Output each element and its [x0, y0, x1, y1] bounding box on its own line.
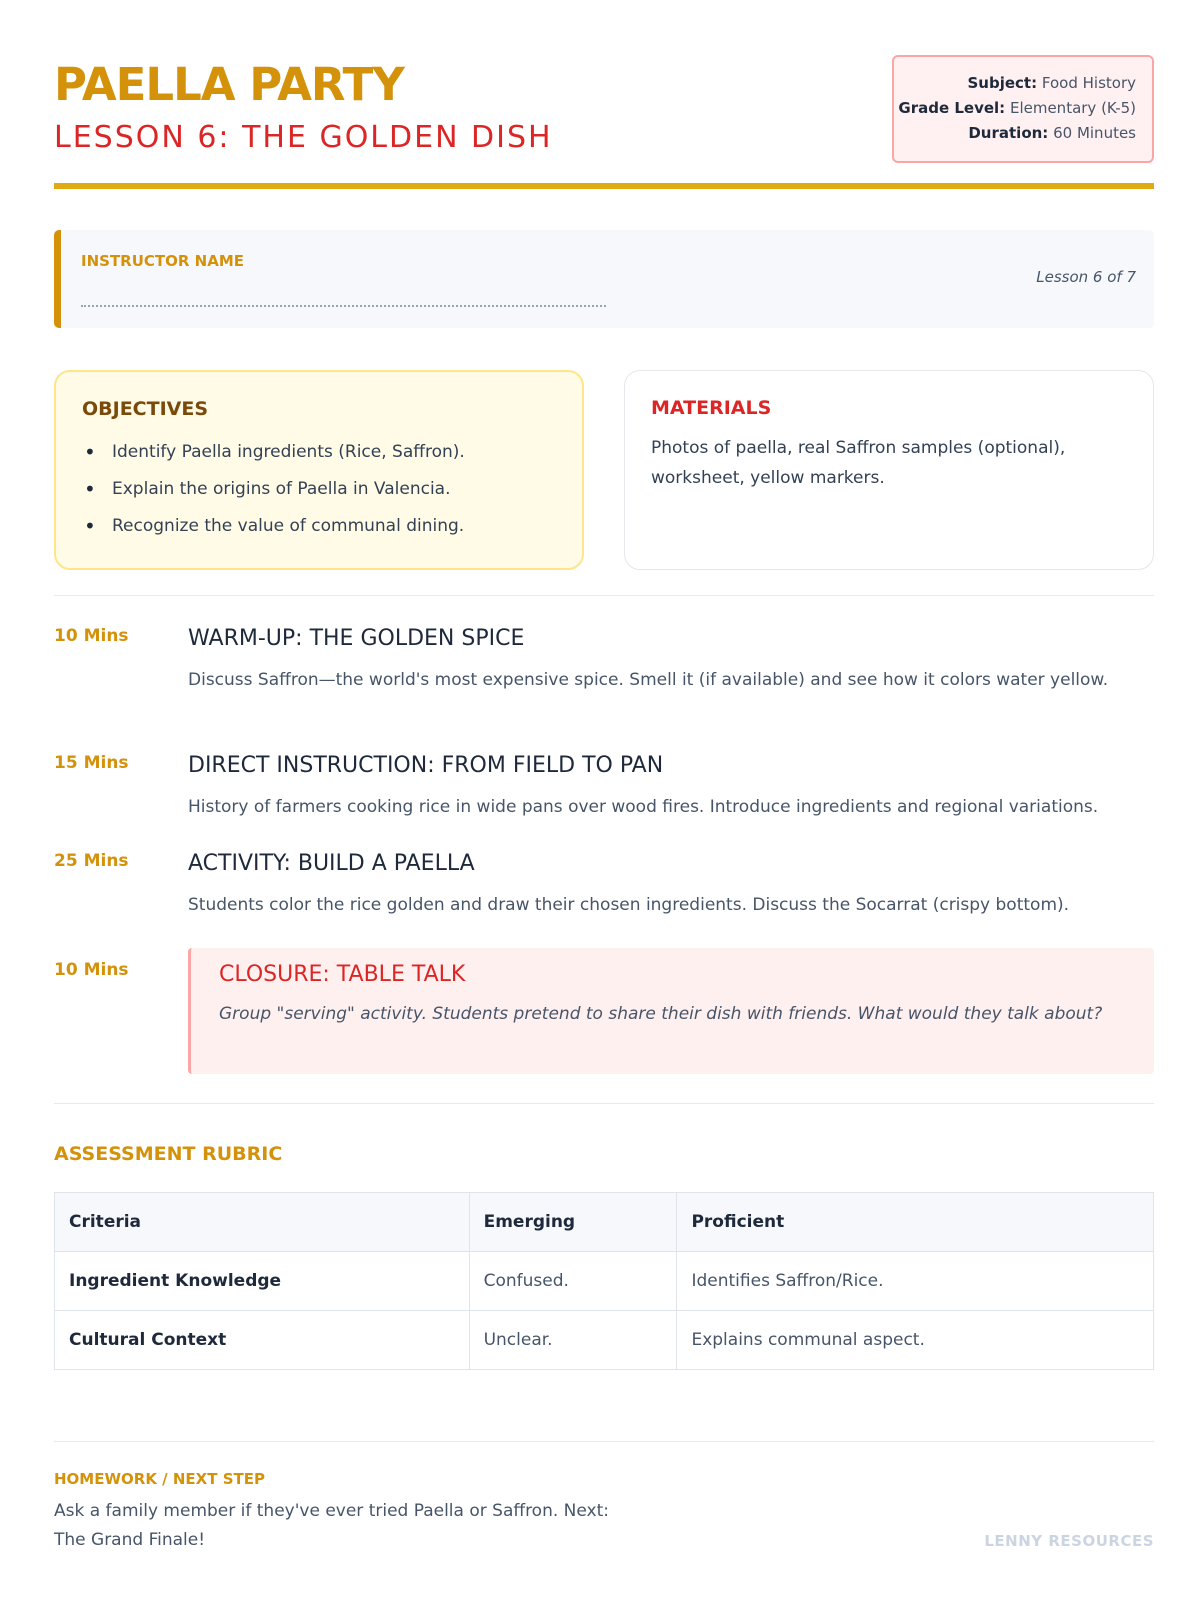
rubric-table	[54, 1192, 1154, 1370]
homework-text: Ask a family member if they've ever tried Paella or Saffron. Next: The Grand Finale!	[54, 1501, 609, 1550]
homework-label: HOMEWORK / NEXT STEP	[54, 1470, 265, 1488]
meta-subject-label: Subject:	[967, 74, 1038, 92]
step-description: Discuss Saffron—the world's most expensive spice. Smell it (if available) and see how it colors water yellow.	[188, 670, 1109, 690]
objectives-title: OBJECTIVES	[82, 398, 209, 420]
meta-subject-value: Food History	[1041, 74, 1136, 92]
step-time: 10 Mins	[54, 960, 129, 980]
objective-item: • Recognize the value of communal dining.	[82, 508, 556, 545]
column-header: Proficient	[677, 1193, 1154, 1252]
table-cell: Unclear.	[469, 1311, 677, 1370]
step-body	[188, 753, 1154, 822]
step-body	[188, 626, 1154, 695]
column-header: Emerging	[469, 1193, 677, 1252]
objectives-card	[54, 370, 584, 570]
instructor-section	[54, 230, 1154, 328]
step-description: Group "serving" activity. Students pretend to share their dish with friends. What would they talk about?	[219, 1004, 1103, 1024]
step-time: 15 Mins	[54, 753, 129, 773]
closure-highlight-box	[188, 948, 1154, 1074]
meta-subject	[894, 71, 1136, 96]
lesson-plan-page	[54, 0, 1154, 1600]
step-title: ACTIVITY: BUILD A PAELLA	[188, 851, 475, 876]
column-header: Criteria	[55, 1193, 470, 1252]
step-title: CLOSURE: TABLE TALK	[219, 962, 466, 987]
step-time: 10 Mins	[54, 626, 129, 646]
lesson-subtitle: LESSON 6: THE GOLDEN DISH	[54, 120, 553, 155]
meta-duration-label: Duration:	[968, 124, 1049, 142]
table-header-row	[55, 1193, 1154, 1252]
lesson-counter: Lesson 6 of 7	[1036, 268, 1136, 286]
step-time: 25 Mins	[54, 851, 129, 871]
table-cell: Explains communal aspect.	[677, 1311, 1154, 1370]
page-title: PAELLA PARTY	[54, 58, 404, 111]
instructor-name-line[interactable]	[81, 305, 606, 307]
step-body	[188, 851, 1154, 920]
footer-divider	[54, 1441, 1154, 1442]
meta-duration-value: 60 Minutes	[1053, 124, 1136, 142]
lesson-meta-box	[892, 55, 1154, 163]
brand-logo-text: LENNY RESOURCES	[984, 1532, 1154, 1550]
step-description: Students color the rice golden and draw their chosen ingredients. Discuss the Socarrat (crispy bottom).	[188, 895, 1070, 915]
meta-grade	[894, 96, 1136, 121]
materials-title: MATERIALS	[651, 397, 772, 419]
meta-duration	[894, 121, 1136, 146]
table-cell: Confused.	[469, 1252, 677, 1311]
materials-card	[624, 370, 1154, 570]
rubric-title: ASSESSMENT RUBRIC	[54, 1143, 283, 1165]
table-cell: Cultural Context	[55, 1311, 470, 1370]
objective-item: • Explain the origins of Paella in Valencia.	[82, 471, 556, 508]
meta-grade-label: Grade Level:	[898, 99, 1006, 117]
table-row	[55, 1311, 1154, 1370]
step-description: History of farmers cooking rice in wide pans over wood fires. Introduce ingredients and regional variations.	[188, 797, 1099, 817]
header-divider	[54, 183, 1154, 189]
section-divider	[54, 1103, 1154, 1104]
instructor-label: INSTRUCTOR NAME	[81, 252, 245, 270]
step-title: WARM-UP: THE GOLDEN SPICE	[188, 626, 525, 651]
table-cell: Identifies Saffron/Rice.	[677, 1252, 1154, 1311]
objective-item: • Identify Paella ingredients (Rice, Saffron).	[82, 434, 556, 471]
objectives-list	[82, 434, 556, 545]
table-row	[55, 1252, 1154, 1311]
table-cell: Ingredient Knowledge	[55, 1252, 470, 1311]
section-divider	[54, 595, 1154, 596]
step-title: DIRECT INSTRUCTION: FROM FIELD TO PAN	[188, 753, 664, 778]
materials-text: Photos of paella, real Saffron samples (optional), worksheet, yellow markers.	[651, 438, 1066, 488]
meta-grade-value: Elementary (K-5)	[1009, 99, 1136, 117]
